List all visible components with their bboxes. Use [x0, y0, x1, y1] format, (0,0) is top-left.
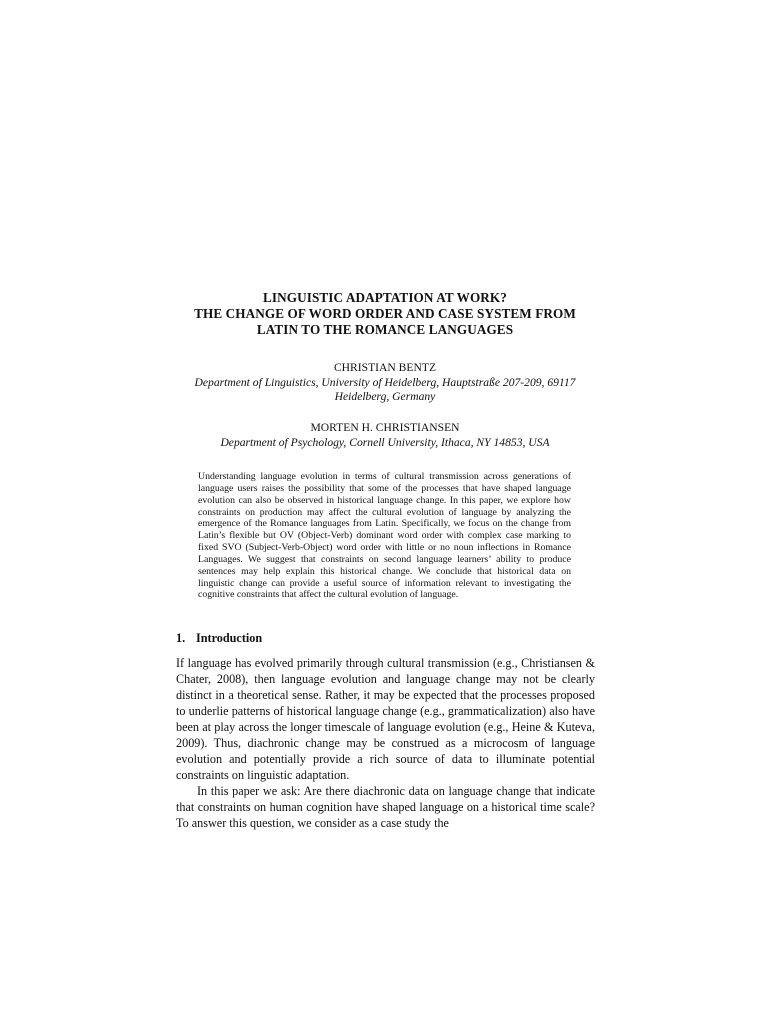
author-name-2: MORTEN H. CHRISTIANSEN — [310, 421, 460, 434]
author-affiliation-1 — [180, 376, 590, 404]
abstract: Understanding language evolution in terms of cultural transmission across generations of language users raises the possibility that some of the processes that have shaped language evolution can also be observed in historical language change. In this paper, we explore how constraints on production may affect the cultural evolution of language by analyzing the emergence of the Romance languages from Latin. Specifically, we focus on the change from Latin’s flexible but OV (Object-Verb) dominant word order with complex case marking to fixed SVO (Subject-Verb-Object) word order with little or no noun inflections in Romance Languages. We suggest that constraints on second language learners’ ability to produce sentences may help explain this historical change. We conclude that historical data on linguistic change can provide a useful source of information relevant to investigating the cognitive constraints that affect the cultural evolution of language. — [198, 471, 571, 601]
affiliation-1-line-1: Department of Linguistics, University of Heidelberg, Hauptstraße 207-209, 69117 — [194, 376, 576, 389]
section-title: Introduction — [196, 631, 263, 645]
affiliation-2-line-1: Department of Psychology, Cornell University, Ithaca, NY 14853, USA — [220, 436, 550, 449]
author-affiliation-2 — [180, 436, 590, 450]
body-text — [176, 655, 595, 831]
body-paragraph: In this paper we ask: Are there diachronic data on language change that indicate that constraints on human cognition have shaped language on a historical time scale? To answer this question, we consider as a case study the — [176, 784, 595, 830]
title-line-2: THE CHANGE OF WORD ORDER AND CASE SYSTEM FROM — [194, 306, 576, 321]
title-line-1: LINGUISTIC ADAPTATION AT WORK? — [263, 290, 507, 305]
paper-title — [150, 290, 620, 338]
author-name-1: CHRISTIAN BENTZ — [333, 361, 437, 374]
body-paragraph: If language has evolved primarily through cultural transmission (e.g., Christiansen & Chater, 2008), then language evolution and language change may not be clearly distinct in a theoretical sense. Rather, it may be expected that the processes proposed to underlie patterns of historical language change (e.g., grammaticalization) also have been at play across the longer timescale of language evolution (e.g., Heine & Kuteva, 2009). Thus, diachronic change may be construed as a microcosm of language evolution and potentially provide a rich source of data to illuminate potential constraints on linguistic adaptation. — [176, 656, 595, 782]
affiliation-1-line-2: Heidelberg, Germany — [334, 390, 436, 403]
section-heading — [176, 631, 262, 646]
title-line-3: LATIN TO THE ROMANCE LANGUAGES — [256, 322, 514, 337]
section-number: 1. — [176, 631, 186, 645]
